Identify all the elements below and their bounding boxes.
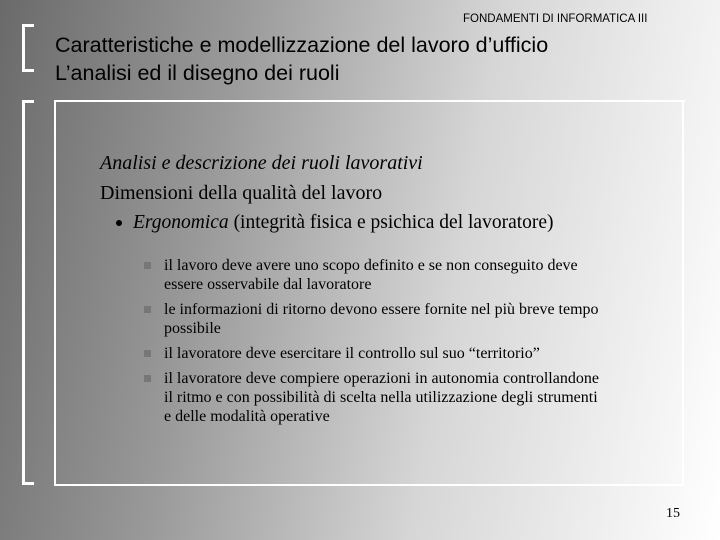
square-bullet-icon xyxy=(144,375,151,382)
header-course-label: FONDAMENTI DI INFORMATICA III xyxy=(463,13,648,25)
sub-bullet-item xyxy=(100,256,604,294)
sub-bullet-list xyxy=(100,256,670,426)
title-bracket-decoration xyxy=(22,24,34,72)
sub-bullet-item xyxy=(100,369,604,426)
sub-bullet-text: le informazioni di ritorno devono essere fornite nel più breve tempo possibile xyxy=(164,301,599,337)
ergonomics-description: (integrità fisica e psichica del lavoratore) xyxy=(228,212,554,233)
slide-content xyxy=(100,148,670,432)
sub-bullet-text: il lavoratore deve compiere operazioni in autonomia controllandone il ritmo e con possibilità di scelta nella utilizzazione degli strumenti e delle modalità operative xyxy=(164,370,599,425)
list-item-ergonomics xyxy=(100,208,670,238)
page-number: 15 xyxy=(666,506,680,521)
square-bullet-icon xyxy=(144,350,151,357)
sub-bullet-text: il lavoratore deve esercitare il controllo sul suo “territorio” xyxy=(164,345,540,362)
slide-title xyxy=(55,31,548,87)
body-bracket-decoration xyxy=(22,100,34,485)
sub-bullet-item xyxy=(100,344,604,363)
square-bullet-icon xyxy=(144,306,151,313)
heading-work-quality: Dimensioni della qualità del lavoro xyxy=(100,182,383,204)
circle-bullet-icon xyxy=(116,220,122,226)
slide-title-line2: L’analisi ed il disegno dei ruoli xyxy=(55,61,340,85)
sub-bullet-text: il lavoro deve avere uno scopo definito e se non conseguito deve essere osservabile dal lavoratore xyxy=(164,257,578,293)
heading-role-analysis: Analisi e descrizione dei ruoli lavorativi xyxy=(100,152,423,174)
ergonomics-term: Ergonomica xyxy=(133,212,229,233)
sub-bullet-item xyxy=(100,300,604,338)
square-bullet-icon xyxy=(144,262,151,269)
slide-title-line1: Caratteristiche e modellizzazione del lavoro d’ufficio xyxy=(55,33,549,57)
